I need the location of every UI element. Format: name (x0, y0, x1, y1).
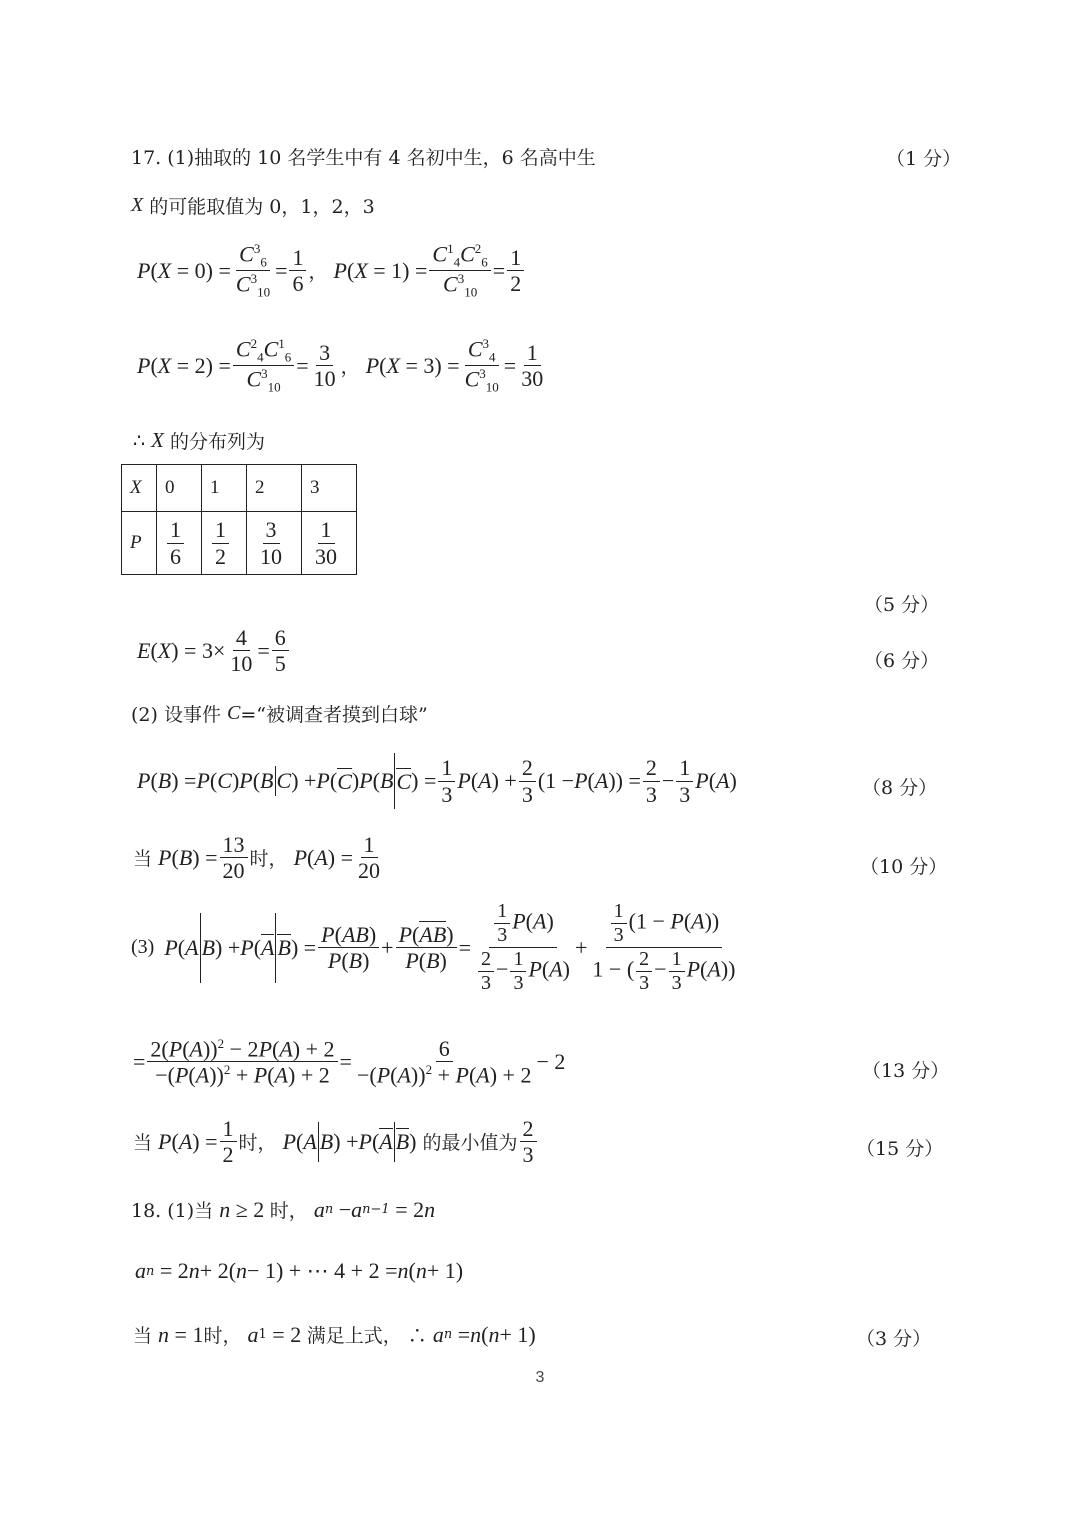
an-formula-line: 当 n = 1 时， a 1 = 2 满足上式， ∴ a n = n ( n + 1) (133, 1321, 536, 1347)
prob-line-1: P ( X = 0) = $\frac{C^3_6}{C^3_{10}}$ = $\frac{1}{6}$ ， P ( X = 1) = $\frac{C^1_4C^2_6}{C^3_{10}}$ = $\frac{1}{2}$ (137, 242, 526, 300)
expectation-line: E ( X ) = 3× $\frac{4}{10}$ = $\frac{6}{5}$ (137, 626, 291, 675)
score-15: （15 分） (856, 1138, 944, 1160)
table-cell: 3 (302, 465, 357, 512)
score-3: （3 分） (856, 1328, 932, 1350)
part-2-heading: (2) 设事件 C =“被调查者摸到白球” (131, 702, 428, 726)
score-8: （8 分） (862, 777, 938, 799)
problem-18-line: 18. (1)当 n ≥ 2 时， a n − a n−1 = 2 n (131, 1196, 436, 1222)
table-cell: 1 (202, 465, 247, 512)
table-row-x (122, 465, 357, 512)
minimum-line: 当 P ( A ) = $\frac{1}{2}$ 时， P ( A B ) + P ( A B ) 的最小值为 $\frac{2}{3}$ (133, 1117, 539, 1166)
score-5: （5 分） (864, 594, 940, 616)
text-17: 17. (1)抽取的 10 名学生中有 4 名初中生，6 名高中生 (131, 147, 596, 169)
prob-line-2: P ( X = 2) = $\frac{C^2_4C^1_6}{C^3_{10}}$ = $\frac{3}{10}$ ， P ( X = 3) = $\frac{C^3_4}{C^3_{10}}$ = $\frac{1}{30}$ (137, 336, 544, 396)
distribution-heading: ∴ X 的分布列为 (133, 428, 266, 453)
part-3-line: (3) P ( A B ) + P ( A B ) = $\frac{P(AB)}{P(B)}$ + $\frac{P(AB)}{P(B)}$ = $\frac{1}{3}$ P(A) $\frac{2}{3}$ − $\frac{1}{3}$ P(A) + $\frac{1}{3}$ (1 − P(A)) 1 − ( $\frac{2}{3}$ − $\frac{1}{3}$ P(A)) (131, 900, 736, 994)
problem-17-intro (131, 143, 596, 170)
table-cell-frac: $\frac{3}{10}$ (247, 512, 302, 575)
table-cell: 2 (247, 465, 302, 512)
page-number: 3 (535, 1369, 545, 1386)
an-sum-line: a n = 2 n + 2( n − 1) + ⋯ 4 + 2 = n ( n + 1) (135, 1258, 464, 1283)
table-cell-frac: $\frac{1}{30}$ (302, 512, 357, 575)
score-13: （13 分） (862, 1060, 950, 1082)
table-cell-p-label: P (122, 512, 157, 575)
score-6: （6 分） (864, 650, 940, 672)
table-cell-frac: $\frac{1}{6}$ (157, 512, 202, 575)
total-prob-line: P ( B ) = P ( C ) P ( B C ) + P ( C ) P ( B C ) = $\frac{1}{3}$ P ( A ) + $\frac{2}{3}$ (1 − P ( A )) = $\frac{2}{3}$ − $\frac{1}{3}$ P ( A ) (137, 753, 737, 809)
distribution-table (121, 464, 357, 575)
simplified-line: = $\frac{2(P(A))^2 - 2P(A) + 2}{-(P(A))^2 + P(A) + 2}$ = $\frac{6}{-(P(A))^2 + P(A) + 2}$ − 2 (133, 1036, 566, 1088)
table-cell-x-label: X (122, 465, 157, 512)
pa-value-line: 当 P ( B ) = $\frac{13}{20}$ 时， P ( A ) = $\frac{1}{20}$ (133, 832, 381, 884)
score-10: （10 分） (860, 856, 948, 878)
x-values-line: X 的可能取值为 0，1，2，3 (131, 194, 375, 218)
table-cell: 0 (157, 465, 202, 512)
table-cell-frac: $\frac{1}{2}$ (202, 512, 247, 575)
score-1: （1 分） (886, 148, 962, 170)
table-row-p (122, 512, 357, 575)
